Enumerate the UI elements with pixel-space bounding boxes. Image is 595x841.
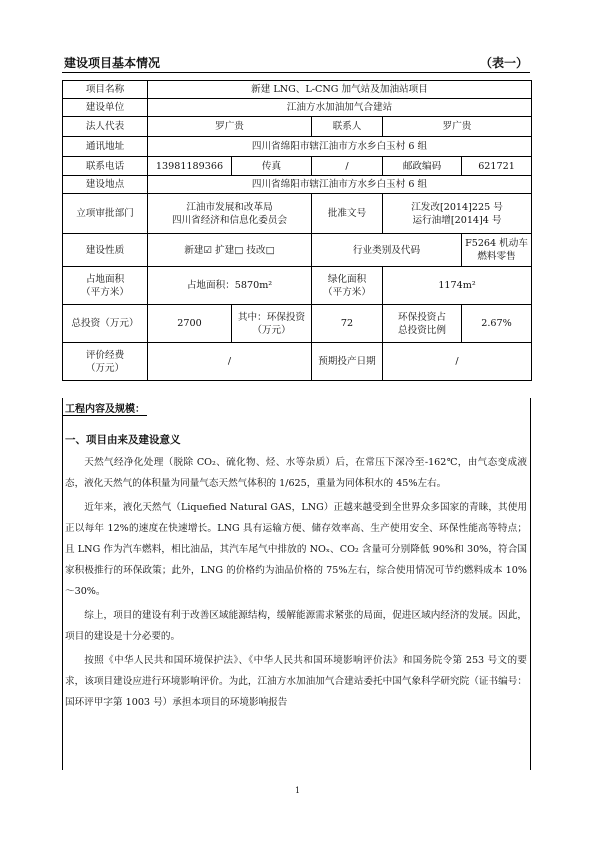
contact-value: 罗广贵: [383, 117, 532, 137]
table-row: [63, 137, 532, 157]
approval-dept-line: 四川省经济和信息化委员会: [171, 214, 288, 226]
paragraph: 近年来，液化天然气（Liquefied Natural GAS，LNG）正越来越受到全世界众多国家的青睐，其使用正以每年 12%的速度在快速增长。LNG 具有运输方便、储存效率高、生产使用安全、环保性能高等特点；且 LNG 作为汽车燃料，相比油品，其汽车尾气中排放的 NOₓ、CO₂ 含量可分别降低 90%和 30%，符合国家积极推行的环保政策；此外，LNG 的价格约为油品价格的 75%左右，综合使用情况可节约燃料成本 10%～30%。: [65, 502, 527, 597]
operation-date-value: /: [383, 343, 532, 381]
table-row: [63, 194, 532, 234]
env-investment-label: [232, 305, 312, 343]
approval-dept-line: 江油市发展和改革局: [186, 201, 273, 213]
env-investment-unit: （万元）: [252, 324, 291, 336]
approval-dept-value: [148, 194, 312, 234]
table-row: [63, 267, 532, 305]
page-title: 建设项目基本情况: [64, 56, 161, 70]
table-row: [63, 234, 532, 267]
site-label: 建设地点: [63, 176, 148, 194]
env-investment-label-line: 其中：环保投资: [237, 311, 306, 323]
project-name-value: 新建 LNG、L-CNG 加气站及加油站项目: [148, 81, 532, 99]
env-ratio-label: [383, 305, 462, 343]
approval-dept-label: 立项审批部门: [63, 194, 148, 234]
page-header: [62, 54, 530, 73]
approval-no-line: 运行油增[2014]4 号: [412, 214, 502, 226]
land-area-label-line: 占地面积: [85, 273, 125, 285]
table-row: [63, 81, 532, 99]
industry-value: F5264 机动车燃料零售: [462, 234, 532, 267]
approval-no-value: [383, 194, 532, 234]
subsection-title: 一、项目由来及建设意义: [65, 434, 181, 446]
address-label: 通讯地址: [63, 137, 148, 157]
green-area-label-line: 绿化面积: [327, 273, 367, 285]
address-value: 四川省绵阳市辖江油市方水乡白玉村 6 组: [148, 137, 532, 157]
phone-label: 联系电话: [63, 157, 148, 176]
green-area-label: [312, 267, 383, 305]
table-row: [63, 117, 532, 137]
green-area-unit: （平方米）: [323, 286, 371, 298]
fax-value: /: [312, 157, 383, 176]
land-area-label: [63, 267, 148, 305]
postcode-label: 邮政编码: [383, 157, 462, 176]
project-info-table: [62, 80, 532, 381]
contact-label: 联系人: [312, 117, 383, 137]
table-row: [63, 157, 532, 176]
eval-fee-unit: （万元）: [85, 362, 125, 374]
legal-rep-label: 法人代表: [63, 117, 148, 137]
table-number: （表一）: [479, 56, 528, 70]
table-row: [63, 99, 532, 117]
industry-label: 行业类别及代码: [312, 234, 462, 267]
site-value: 四川省绵阳市辖江油市方水乡白玉村 6 组: [148, 176, 532, 194]
paragraph-group: [65, 452, 527, 716]
approval-no-line: 江发改[2014]225 号: [411, 201, 503, 213]
env-ratio-value: 2.67%: [462, 305, 532, 343]
green-area-value: 1174m²: [383, 267, 532, 305]
paragraph: 天然气经净化处理（脱除 CO₂、硫化物、烃、水等杂质）后，在常压下深冷至-162℃，由气态变成液态，液化天然气的体积量为同量气态天然气体积的 1/625，重量为同体积水的 45%左右。: [65, 457, 527, 489]
approval-no-label: 批准文号: [312, 194, 383, 234]
nature-value: 新建☑ 扩建□ 技改□: [148, 234, 312, 267]
table-row: [63, 343, 532, 381]
table-row: [63, 176, 532, 194]
eval-fee-label: [63, 343, 148, 381]
eval-fee-label-line: 评价经费: [85, 349, 125, 361]
project-name-label: 项目名称: [63, 81, 148, 99]
legal-rep-value: 罗广贵: [148, 117, 312, 137]
fax-label: 传真: [232, 157, 312, 176]
land-area-unit: （平方米）: [81, 286, 129, 298]
paragraph: 按照《中华人民共和国环境保护法》、《中华人民共和国环境影响评价法》和国务院令第 253 号文的要求，该项目建设应进行环境影响评价。为此，江油方水加油加气合建站委托中国气象科学研究院（证书编号：国环评甲字第 1003 号）承担本项目的环境影响报告: [65, 655, 527, 708]
investment-value: 2700: [148, 305, 232, 343]
section-title: 工程内容及规模：: [63, 400, 147, 416]
project-content-section: [62, 398, 531, 770]
builder-value: 江油方水加油加气合建站: [148, 99, 532, 117]
phone-value: 13981189366: [148, 157, 232, 176]
land-area-value: 占地面积：5870m²: [148, 267, 312, 305]
env-investment-value: 72: [312, 305, 383, 343]
env-ratio-label-line: 总投资比例: [398, 324, 446, 336]
operation-date-label: 预期投产日期: [312, 343, 383, 381]
investment-label: 总投资（万元）: [63, 305, 148, 343]
table-row: [63, 305, 532, 343]
builder-label: 建设单位: [63, 99, 148, 117]
postcode-value: 621721: [462, 157, 532, 176]
nature-label: 建设性质: [63, 234, 148, 267]
eval-fee-value: /: [148, 343, 312, 381]
page-number: 1: [294, 786, 301, 795]
env-ratio-label-line: 环保投资占: [398, 311, 446, 323]
paragraph: 综上，项目的建设有利于改善区域能源结构，缓解能源需求紧张的局面，促进区域内经济的发展。因此，项目的建设是十分必要的。: [65, 610, 527, 642]
